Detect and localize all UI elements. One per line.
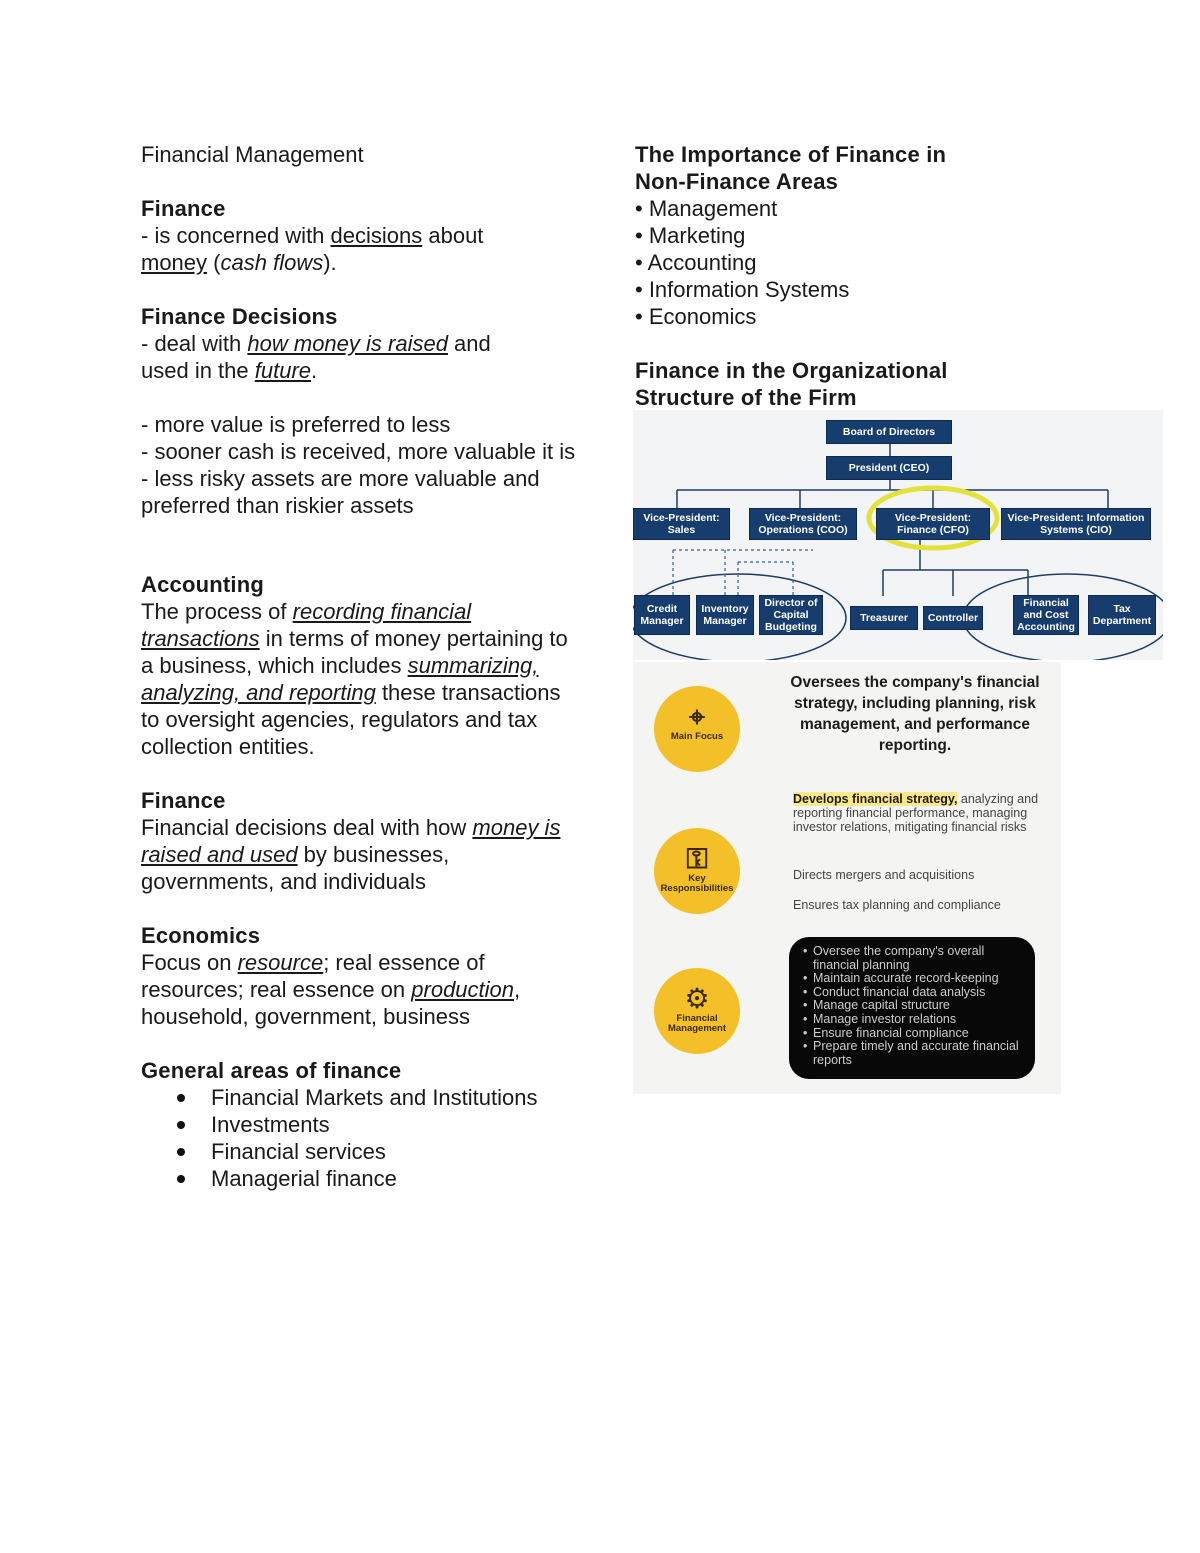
list-item: Financial services xyxy=(211,1138,581,1165)
finance-decisions-heading: Finance Decisions xyxy=(141,304,338,329)
responsibility-1: Develops financial strategy, analyzing and reporting financial performance, managing investor relations, mitigating financial risks xyxy=(793,792,1039,834)
list-item: • Maintain accurate record-keeping xyxy=(803,972,1029,986)
main-focus-circle xyxy=(654,686,740,772)
accounting-definition: The process of recording financial transactions in terms of money pertaining to a business, which includes summarizing, analyzing, and reporting these transactions to oversight agencies, regulators and tax collection entities. xyxy=(141,599,568,759)
decision-point-2: - sooner cash is received, more valuable it is xyxy=(141,439,576,464)
importance-heading-line-2: Non-Finance Areas xyxy=(635,169,839,194)
responsibility-2: Directs mergers and acquisitions xyxy=(793,868,975,882)
capital-budgeting-box: Director of Capital Budgeting xyxy=(759,595,823,635)
list-item: • Information Systems xyxy=(635,277,850,302)
treasurer-box: Treasurer xyxy=(850,606,918,630)
economics-definition: Focus on resource; real essence of resources; real essence on production, household, government, business xyxy=(141,950,521,1029)
list-item: Managerial finance xyxy=(211,1165,581,1192)
accounting-heading: Accounting xyxy=(141,572,264,597)
financial-management-box xyxy=(789,937,1035,1079)
vp-sales-box: Vice-President: Sales xyxy=(633,508,730,540)
target-icon: ⌖ xyxy=(689,701,705,732)
financial-management-circle xyxy=(654,968,740,1054)
decision-point-1: - more value is preferred to less xyxy=(141,412,451,437)
list-item: • Economics xyxy=(635,304,757,329)
general-areas-heading: General areas of finance xyxy=(141,1058,402,1083)
list-item: • Marketing xyxy=(635,223,746,248)
board-of-directors-box: Board of Directors xyxy=(826,420,952,444)
finance-decisions-definition: - deal with how money is raised and used in the future. xyxy=(141,331,491,383)
main-focus-text: Oversees the company's financial strategy, including planning, risk management, and performance reporting. xyxy=(790,674,1040,754)
cfo-infographic-image xyxy=(633,662,1061,1094)
economics-heading: Economics xyxy=(141,923,261,948)
right-column xyxy=(635,141,1175,411)
key-icon: ⚿ xyxy=(686,843,708,874)
main-focus-label: Main Focus xyxy=(670,731,724,742)
controller-box: Controller xyxy=(923,606,983,630)
vp-operations-box: Vice-President: Operations (COO) xyxy=(749,508,857,540)
document-title: Financial Management xyxy=(141,142,364,167)
credit-manager-box: Credit Manager xyxy=(634,595,690,635)
list-item: • Ensure financial compliance xyxy=(803,1027,1029,1041)
inventory-manager-box: Inventory Manager xyxy=(696,595,754,635)
list-item: • Management xyxy=(635,196,778,221)
list-item: • Oversee the company's overall financial planning xyxy=(803,945,1029,972)
org-heading-line-2: Structure of the Firm xyxy=(635,385,857,410)
org-chart-image xyxy=(633,410,1163,660)
key-responsibilities-label: Key Responsibilities xyxy=(660,873,734,894)
list-item: Financial Markets and Institutions xyxy=(211,1084,581,1111)
decision-point-3: - less risky assets are more valuable and preferred than riskier assets xyxy=(141,466,540,518)
financial-cost-accounting-box: Financial and Cost Accounting xyxy=(1013,595,1079,635)
list-item: • Manage capital structure xyxy=(803,999,1029,1013)
list-item: • Accounting xyxy=(635,250,757,275)
general-areas-list xyxy=(141,1084,581,1192)
list-item: • Conduct financial data analysis xyxy=(803,986,1029,1000)
org-heading-line-1: Finance in the Organizational xyxy=(635,358,948,383)
importance-list xyxy=(635,195,1175,330)
tax-department-box: Tax Department xyxy=(1088,595,1156,635)
importance-heading-line-1: The Importance of Finance in xyxy=(635,142,947,167)
list-item: Investments xyxy=(211,1111,581,1138)
money-gear-icon: ⚙ xyxy=(684,983,710,1014)
list-item: • Prepare timely and accurate financial reports xyxy=(803,1040,1029,1067)
vp-finance-box: Vice-President: Finance (CFO) xyxy=(876,508,990,540)
responsibility-3: Ensures tax planning and compliance xyxy=(793,898,1001,912)
finance-heading-2: Finance xyxy=(141,788,226,813)
finance-heading: Finance xyxy=(141,196,226,221)
financial-management-label: Financial Management xyxy=(667,1013,727,1034)
left-column xyxy=(141,141,581,1192)
finance-definition-2: Financial decisions deal with how money is raised and used by businesses, governments, and individuals xyxy=(141,815,561,894)
key-responsibilities-circle xyxy=(654,828,740,914)
list-item: • Manage investor relations xyxy=(803,1013,1029,1027)
finance-definition: - is concerned with decisions about money (cash flows). xyxy=(141,223,484,275)
vp-information-systems-box: Vice-President: Information Systems (CIO) xyxy=(1001,508,1151,540)
president-box: President (CEO) xyxy=(826,456,952,480)
